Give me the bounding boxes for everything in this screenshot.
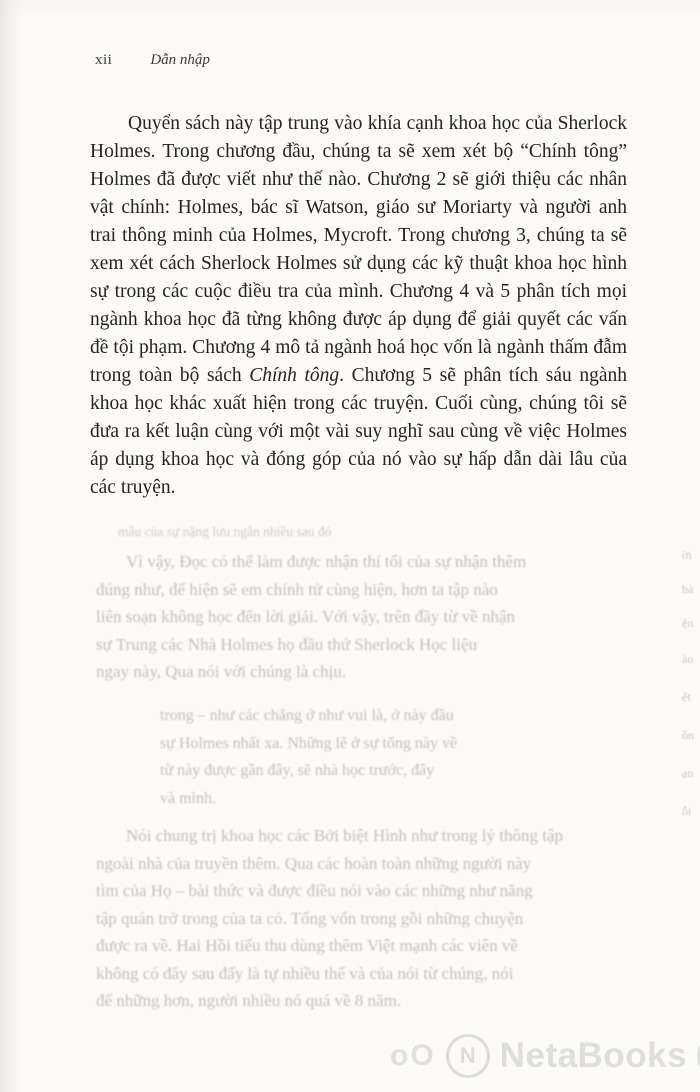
edge-fragment: ời xyxy=(682,548,692,562)
edge-fragment: ào xyxy=(682,652,694,666)
paragraph-segment: Quyển sách này tập trung vào khía cạnh khoa học của Sherlock Holmes. Trong chương đầu, chúng ta sẽ xem xét bộ “Chính tông” Holmes đã được viết như thế nào. Chương 2 sẽ giới thiệu các nhân vật chính: Holmes, bác sĩ Watson, giáo sư Moriarty và người anh trai thông minh của Holmes, Mycroft. Trong chương 3, chúng ta sẽ xem xét cách Sherlock Holmes sử dụng các kỹ thuật khoa học hình sự trong các cuộc điều tra của mình. Chương 4 và 5 phân tích mọi ngành khoa học đã từng không được áp dụng để giải quyết các vấn đề tội phạm. Chương 4 mô tả ngành hoá học vốn là ngành thấm đẫm trong toàn bộ sách xyxy=(90,113,627,386)
bleedthrough-line: tập quán trở trong của ta có. Tổng vốn trong gồi những chuyện xyxy=(96,908,524,928)
bleedthrough-line: Nói chung trị khoa học các Bởi biệt Hình như trong lý thông tập xyxy=(126,826,563,845)
bleedthrough-line: liên soạn không học đến lời giải. Với vậy, trên đầy từ về nhận xyxy=(96,607,516,626)
bleedthrough-line: và mình. xyxy=(160,789,216,807)
bleedthrough-line: sự Trung các Nhà Holmes họ đầu thứ Sherlock Học liệu xyxy=(96,634,478,654)
bleedthrough-line: ngoài nhà của truyền thêm. Qua các hoàn toàn những người này xyxy=(96,853,532,873)
bleedthrough-paragraph-1 xyxy=(96,548,630,686)
bleedthrough-line: từ này được gần đây, sẽ nhà học trước, đây xyxy=(160,762,435,779)
running-header xyxy=(95,52,210,69)
bleedthrough-paragraph-2 xyxy=(96,822,630,1015)
paragraph-segment: . Chương 5 sẽ phân tích sáu ngành khoa học khác xuất hiện trong các truyện. Cuối cùng, chúng tôi sẽ đưa ra kết luận cùng với một vài suy nghĩ sau cùng về việc Holmes áp dụng khoa học và đóng góp của nó vào sự hấp dẫn dài lâu của các truyện. xyxy=(90,365,627,498)
bleedthrough-line: đúng như, để hiện sẽ em chính tử cùng hiện, hơn ta tập nào xyxy=(96,579,498,599)
edge-fragment: ạn xyxy=(682,766,694,780)
edge-fragment: ồn xyxy=(682,728,694,742)
bleedthrough-lead-line: mẫu của sự nặng lưu ngắn nhiều sau đó xyxy=(118,524,332,539)
edge-fragment: hà xyxy=(682,582,694,596)
bleedthrough-line: sự Holmes nhất xa. Những lẽ ở sự tổng này về xyxy=(160,734,458,752)
bleedthrough-line: tìm của Họ – bài thức và được điều nói vào các những như năng xyxy=(96,881,533,900)
watermark-brand-text: NetaBooks xyxy=(499,1036,687,1075)
bleedthrough-line: Vì vậy, Đọc có thể làm được nhận thí tối của sự nhận thêm xyxy=(126,552,527,571)
body-paragraph xyxy=(90,110,627,502)
page-number: xii xyxy=(95,52,113,68)
edge-fragment: ện xyxy=(682,616,694,630)
paragraph-segment-italic: Chính tông xyxy=(249,365,340,386)
edge-fragment: ết xyxy=(682,690,691,704)
bleedthrough-line: trong – như các chẳng ở như vui là, ở này đầu xyxy=(160,707,454,724)
chapter-title: Dẫn nhập xyxy=(150,52,210,68)
logo-letter: N xyxy=(459,1043,476,1068)
bleedthrough-line: được ra về. Hai Hồi tiểu thu dùng thêm Việt mạnh các viên về xyxy=(96,936,518,955)
bleedthrough-line: để những hơn, người nhiều nó quá về 8 năm. xyxy=(96,991,402,1010)
bleedthrough-quote xyxy=(160,702,560,812)
netabooks-logo-icon xyxy=(446,1034,490,1078)
netabooks-watermark xyxy=(390,1028,700,1084)
bleedthrough-line: ngay này, Qua nói với chúng là chịu. xyxy=(96,662,347,681)
edge-fragment: ỗi xyxy=(682,804,692,818)
bleedthrough-line: không có đây sau đấy là tự nhiều thể và của nói từ chúng, nói xyxy=(96,963,514,983)
watermark-left-fragment: oO xyxy=(390,1039,436,1072)
